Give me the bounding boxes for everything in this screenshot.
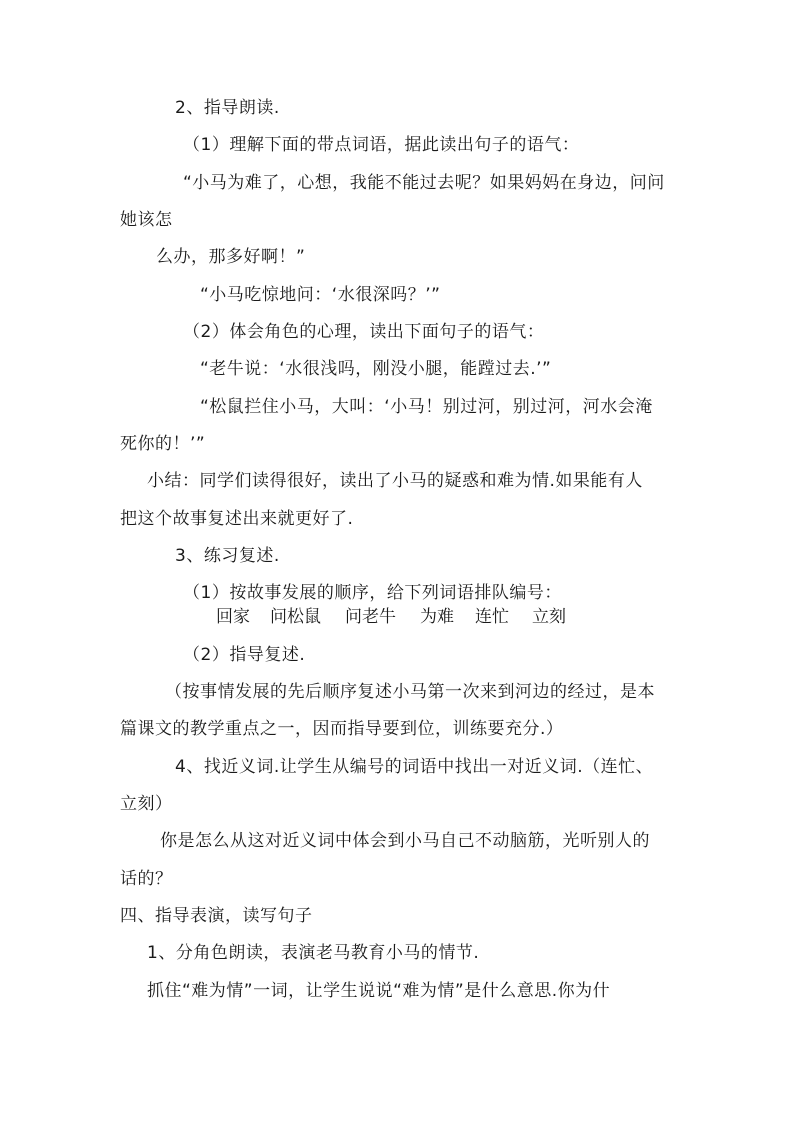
summary-continued: 把这个故事复述出来就更好了. xyxy=(120,509,354,529)
item-1-order-words: （1）按故事发展的顺序，给下列词语排队编号： xyxy=(183,583,562,603)
quote-squirrel-end: 死你的！’” xyxy=(120,434,206,454)
item-1-understand-words: （1）理解下面的带点词语，据此读出句子的语气： xyxy=(183,135,580,155)
note-paragraph: （按事情发展的先后顺序复述小马第一次来到河边的经过，是本 xyxy=(165,682,655,702)
quote-squirrel: “松鼠拦住小马，大叫：‘小马！别过河，别过河，河水会淹 xyxy=(200,397,653,417)
synonyms-continued: 立刻） xyxy=(120,794,173,814)
word-hurriedly: 连忙 xyxy=(475,607,509,627)
word-embarrassed: 为难 xyxy=(420,607,454,627)
item-embarrassed-word: 抓住“难为情”一词，让学生说说“难为情”是什么意思.你为什 xyxy=(147,981,611,1001)
word-ask-squirrel: 问松鼠 xyxy=(270,607,321,627)
item-role-reading: 1、分角色朗读，表演老马教育小马的情节. xyxy=(147,943,480,963)
section-four-heading: 四、指导表演，读写句子 xyxy=(120,906,313,926)
quote-pony-hesitates: “小马为难了，心想，我能不能过去呢？如果妈妈在身边，问问 xyxy=(183,173,665,193)
quote-continued: 她该怎 xyxy=(120,210,173,230)
item-2-character-feeling: （2）体会角色的心理，读出下面句子的语气： xyxy=(183,322,545,342)
quote-old-ox: “老牛说：‘水很浅吗，刚没小腿，能蹚过去.’” xyxy=(200,359,552,379)
word-immediately: 立刻 xyxy=(532,607,566,627)
heading-retelling: 3、练习复述. xyxy=(175,546,280,566)
summary-paragraph: 小结：同学们读得很好，读出了小马的疑惑和难为情.如果能有人 xyxy=(147,471,643,491)
heading-guided-reading: 2、指导朗读. xyxy=(175,98,280,118)
heading-synonyms: 4、找近义词.让学生从编号的词语中找出一对近义词.（连忙、 xyxy=(175,757,654,777)
quote-pony-surprised: “小马吃惊地问：‘水很深吗？’” xyxy=(200,285,441,305)
word-ask-old-ox: 问老牛 xyxy=(345,607,396,627)
question-paragraph: 你是怎么从这对近义词中体会到小马自己不动脑筋，光听别人的 xyxy=(160,831,650,851)
word-go-home: 回家 xyxy=(216,607,250,627)
question-continued: 话的？ xyxy=(120,869,173,889)
item-2-guided-retelling: （2）指导复述. xyxy=(183,645,306,665)
note-continued: 篇课文的教学重点之一，因而指导要到位，训练要充分.） xyxy=(120,719,564,739)
quote-continued-end: 么办，那多好啊！” xyxy=(156,247,306,267)
